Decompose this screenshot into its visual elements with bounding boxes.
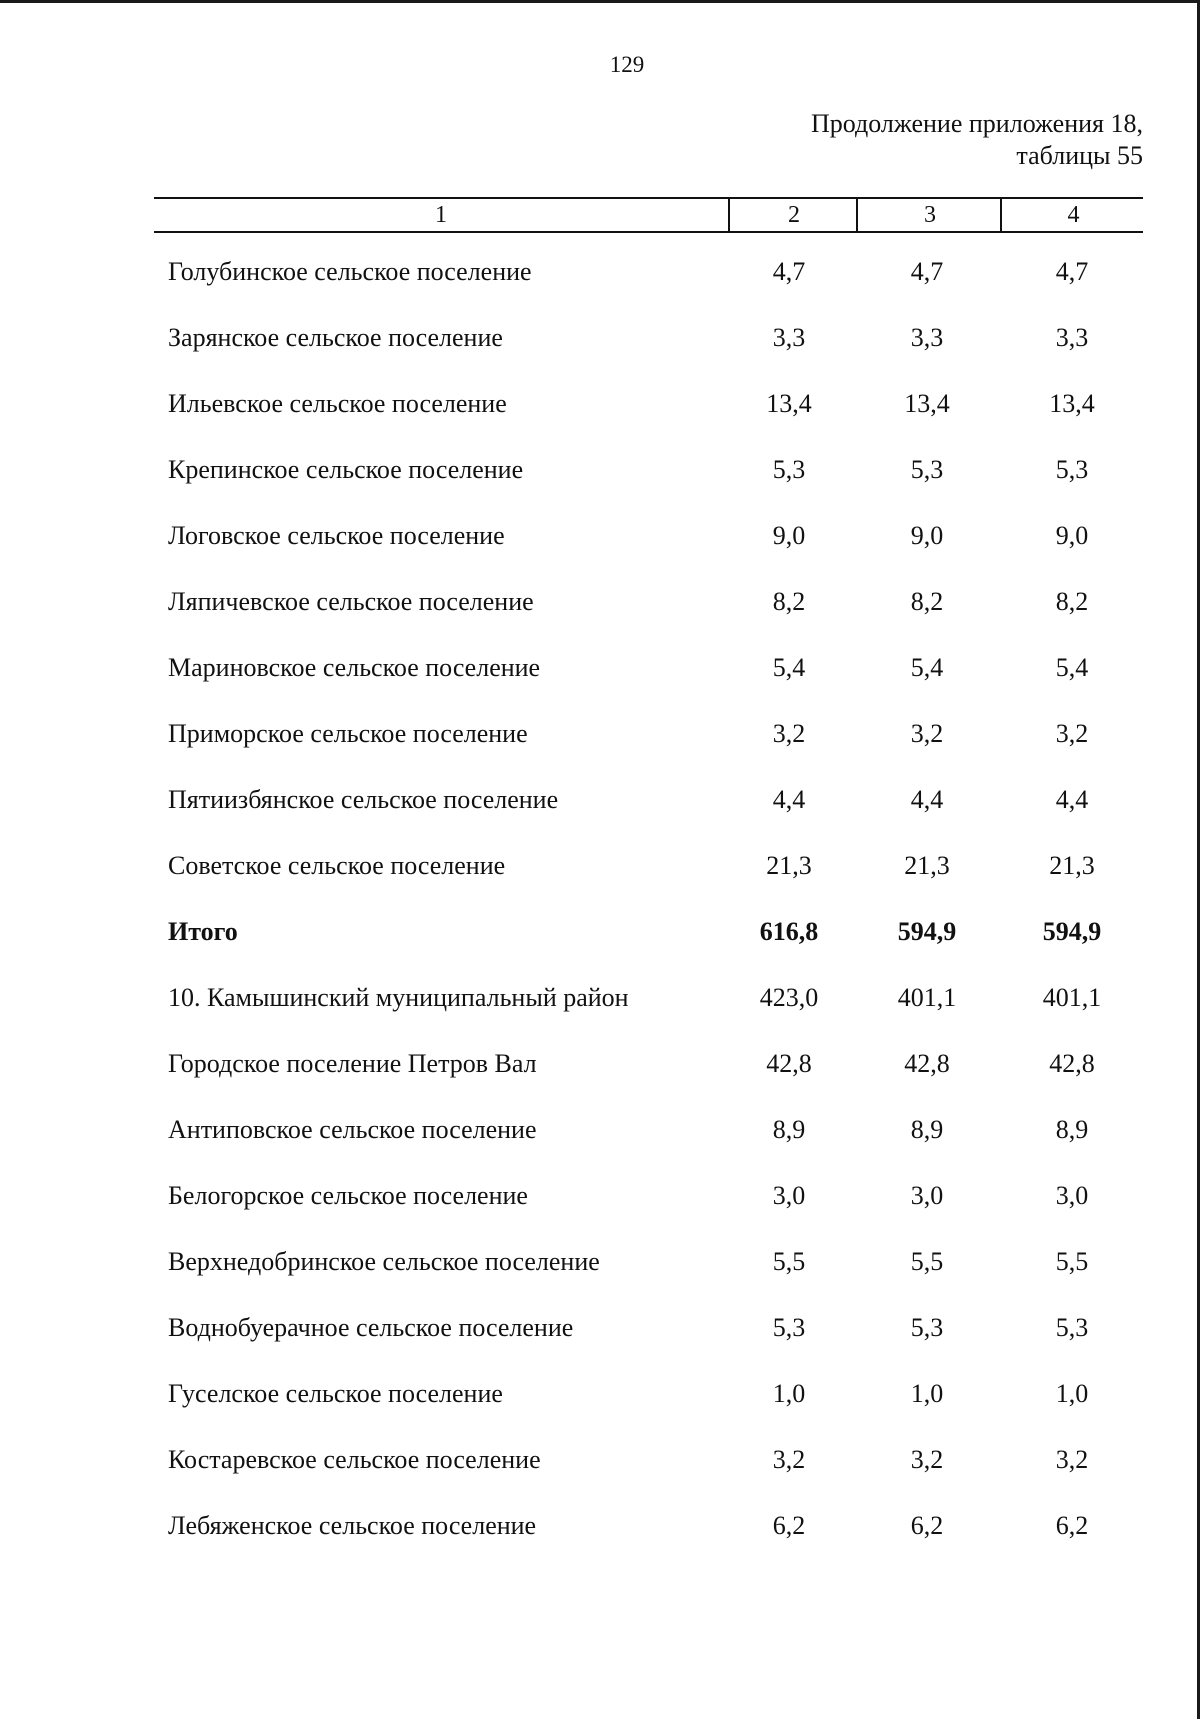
- row-value-col-3: 13,4: [904, 389, 950, 418]
- row-value-col-4: 5,5: [1055, 1247, 1089, 1276]
- row-value-col-2: 5,5: [772, 1247, 806, 1276]
- row-name: Верхнедобринское сельское поселение: [168, 1247, 600, 1276]
- row-value-col-2: 8,9: [772, 1115, 806, 1144]
- table-row: [0, 639, 1200, 705]
- table-row: [0, 837, 1200, 903]
- row-name: Городское поселение Петров Вал: [168, 1049, 537, 1078]
- table-total-row: [0, 903, 1200, 969]
- table-row: [0, 1101, 1200, 1167]
- row-value-col-2: 4,7: [772, 257, 806, 286]
- table-row: [0, 309, 1200, 375]
- row-value-col-4: 6,2: [1055, 1511, 1089, 1540]
- header-col-4: 4: [1000, 199, 1145, 231]
- row-value-col-2: 3,2: [772, 719, 806, 748]
- table-row: [0, 1365, 1200, 1431]
- row-value-col-2: 42,8: [766, 1049, 812, 1078]
- row-value-col-3: 594,9: [897, 917, 957, 946]
- row-value-col-4: 21,3: [1049, 851, 1095, 880]
- table-row: [0, 1431, 1200, 1497]
- row-name: Гуселское сельское поселение: [168, 1379, 503, 1408]
- row-value-col-4: 3,0: [1055, 1181, 1089, 1210]
- row-value-col-3: 1,0: [910, 1379, 944, 1408]
- table-row: [0, 1497, 1200, 1563]
- row-value-col-3: 9,0: [910, 521, 944, 550]
- row-value-col-4: 5,4: [1055, 653, 1089, 682]
- table-row: [0, 969, 1200, 1035]
- table-caption: [811, 108, 1143, 172]
- row-value-col-2: 8,2: [772, 587, 806, 616]
- caption-line-1: Продолжение приложения 18,: [810, 109, 1143, 138]
- row-value-col-2: 21,3: [766, 851, 812, 880]
- row-value-col-3: 4,4: [910, 785, 944, 814]
- row-name: Приморское сельское поселение: [168, 719, 528, 748]
- row-value-col-2: 423,0: [759, 983, 819, 1012]
- caption-line-2: таблицы 55: [1016, 141, 1143, 170]
- row-name: 10. Камышинский муниципальный район: [168, 983, 629, 1012]
- row-name: Лебяженское сельское поселение: [168, 1511, 537, 1540]
- row-value-col-3: 42,8: [904, 1049, 950, 1078]
- row-value-col-2: 3,2: [772, 1445, 806, 1474]
- table-row: [0, 441, 1200, 507]
- row-name: Костаревское сельское поселение: [168, 1445, 541, 1474]
- row-name: Зарянское сельское поселение: [168, 323, 503, 352]
- row-name: Крепинское сельское поселение: [168, 455, 524, 484]
- row-value-col-3: 5,4: [910, 653, 944, 682]
- table-body: [0, 243, 1200, 1563]
- row-value-col-3: 5,5: [910, 1247, 944, 1276]
- table-header: [154, 197, 1143, 233]
- row-value-col-4: 4,7: [1055, 257, 1089, 286]
- row-value-col-3: 21,3: [904, 851, 950, 880]
- row-value-col-2: 5,3: [772, 1313, 806, 1342]
- row-value-col-2: 616,8: [759, 917, 819, 946]
- row-name: Советское сельское поселение: [168, 851, 506, 880]
- table-row: [0, 1233, 1200, 1299]
- row-name: Воднобуерачное сельское поселение: [168, 1313, 574, 1342]
- table-row: [0, 1167, 1200, 1233]
- row-name: Итого: [168, 917, 238, 946]
- row-value-col-3: 3,2: [910, 719, 944, 748]
- table-row: [0, 705, 1200, 771]
- row-value-col-3: 3,2: [910, 1445, 944, 1474]
- row-value-col-3: 6,2: [910, 1511, 944, 1540]
- table-row: [0, 507, 1200, 573]
- row-value-col-4: 8,2: [1055, 587, 1089, 616]
- row-name: Ильевское сельское поселение: [168, 389, 507, 418]
- header-col-3: 3: [856, 199, 1002, 231]
- table-row: [0, 375, 1200, 441]
- row-value-col-3: 3,0: [910, 1181, 944, 1210]
- row-value-col-2: 5,4: [772, 653, 806, 682]
- row-name: Пятиизбянское сельское поселение: [168, 785, 559, 814]
- table-row: [0, 243, 1200, 309]
- row-value-col-3: 401,1: [897, 983, 957, 1012]
- row-value-col-4: 5,3: [1055, 1313, 1089, 1342]
- row-value-col-2: 3,0: [772, 1181, 806, 1210]
- row-value-col-4: 3,3: [1055, 323, 1089, 352]
- row-name: Мариновское сельское поселение: [168, 653, 541, 682]
- row-value-col-2: 13,4: [766, 389, 812, 418]
- scan-border-top: [0, 0, 1200, 3]
- row-value-col-3: 8,2: [910, 587, 944, 616]
- row-value-col-4: 401,1: [1042, 983, 1102, 1012]
- row-value-col-4: 42,8: [1049, 1049, 1095, 1078]
- row-value-col-2: 3,3: [772, 323, 806, 352]
- row-value-col-2: 6,2: [772, 1511, 806, 1540]
- row-name: Белогорское сельское поселение: [168, 1181, 528, 1210]
- row-value-col-4: 13,4: [1049, 389, 1095, 418]
- header-col-2: 2: [728, 199, 858, 231]
- page-number: 129: [609, 52, 645, 77]
- row-name: Антиповское сельское поселение: [168, 1115, 537, 1144]
- row-value-col-4: 9,0: [1055, 521, 1089, 550]
- header-col-1: 1: [435, 202, 447, 228]
- row-value-col-2: 5,3: [772, 455, 806, 484]
- table-row: [0, 1299, 1200, 1365]
- row-name: Логовское сельское поселение: [168, 521, 505, 550]
- row-value-col-4: 4,4: [1055, 785, 1089, 814]
- row-value-col-4: 8,9: [1055, 1115, 1089, 1144]
- row-value-col-4: 3,2: [1055, 719, 1089, 748]
- table-row: [0, 573, 1200, 639]
- row-value-col-3: 5,3: [910, 455, 944, 484]
- row-value-col-2: 1,0: [772, 1379, 806, 1408]
- row-value-col-3: 8,9: [910, 1115, 944, 1144]
- table-row: [0, 771, 1200, 837]
- row-value-col-3: 3,3: [910, 323, 944, 352]
- row-value-col-4: 1,0: [1055, 1379, 1089, 1408]
- row-value-col-4: 3,2: [1055, 1445, 1089, 1474]
- table-row: [0, 1035, 1200, 1101]
- row-name: Ляпичевское сельское поселение: [168, 587, 534, 616]
- row-value-col-4: 5,3: [1055, 455, 1089, 484]
- row-value-col-3: 4,7: [910, 257, 944, 286]
- row-value-col-2: 4,4: [772, 785, 806, 814]
- row-name: Голубинское сельское поселение: [168, 257, 532, 286]
- row-value-col-4: 594,9: [1042, 917, 1102, 946]
- row-value-col-3: 5,3: [910, 1313, 944, 1342]
- row-value-col-2: 9,0: [772, 521, 806, 550]
